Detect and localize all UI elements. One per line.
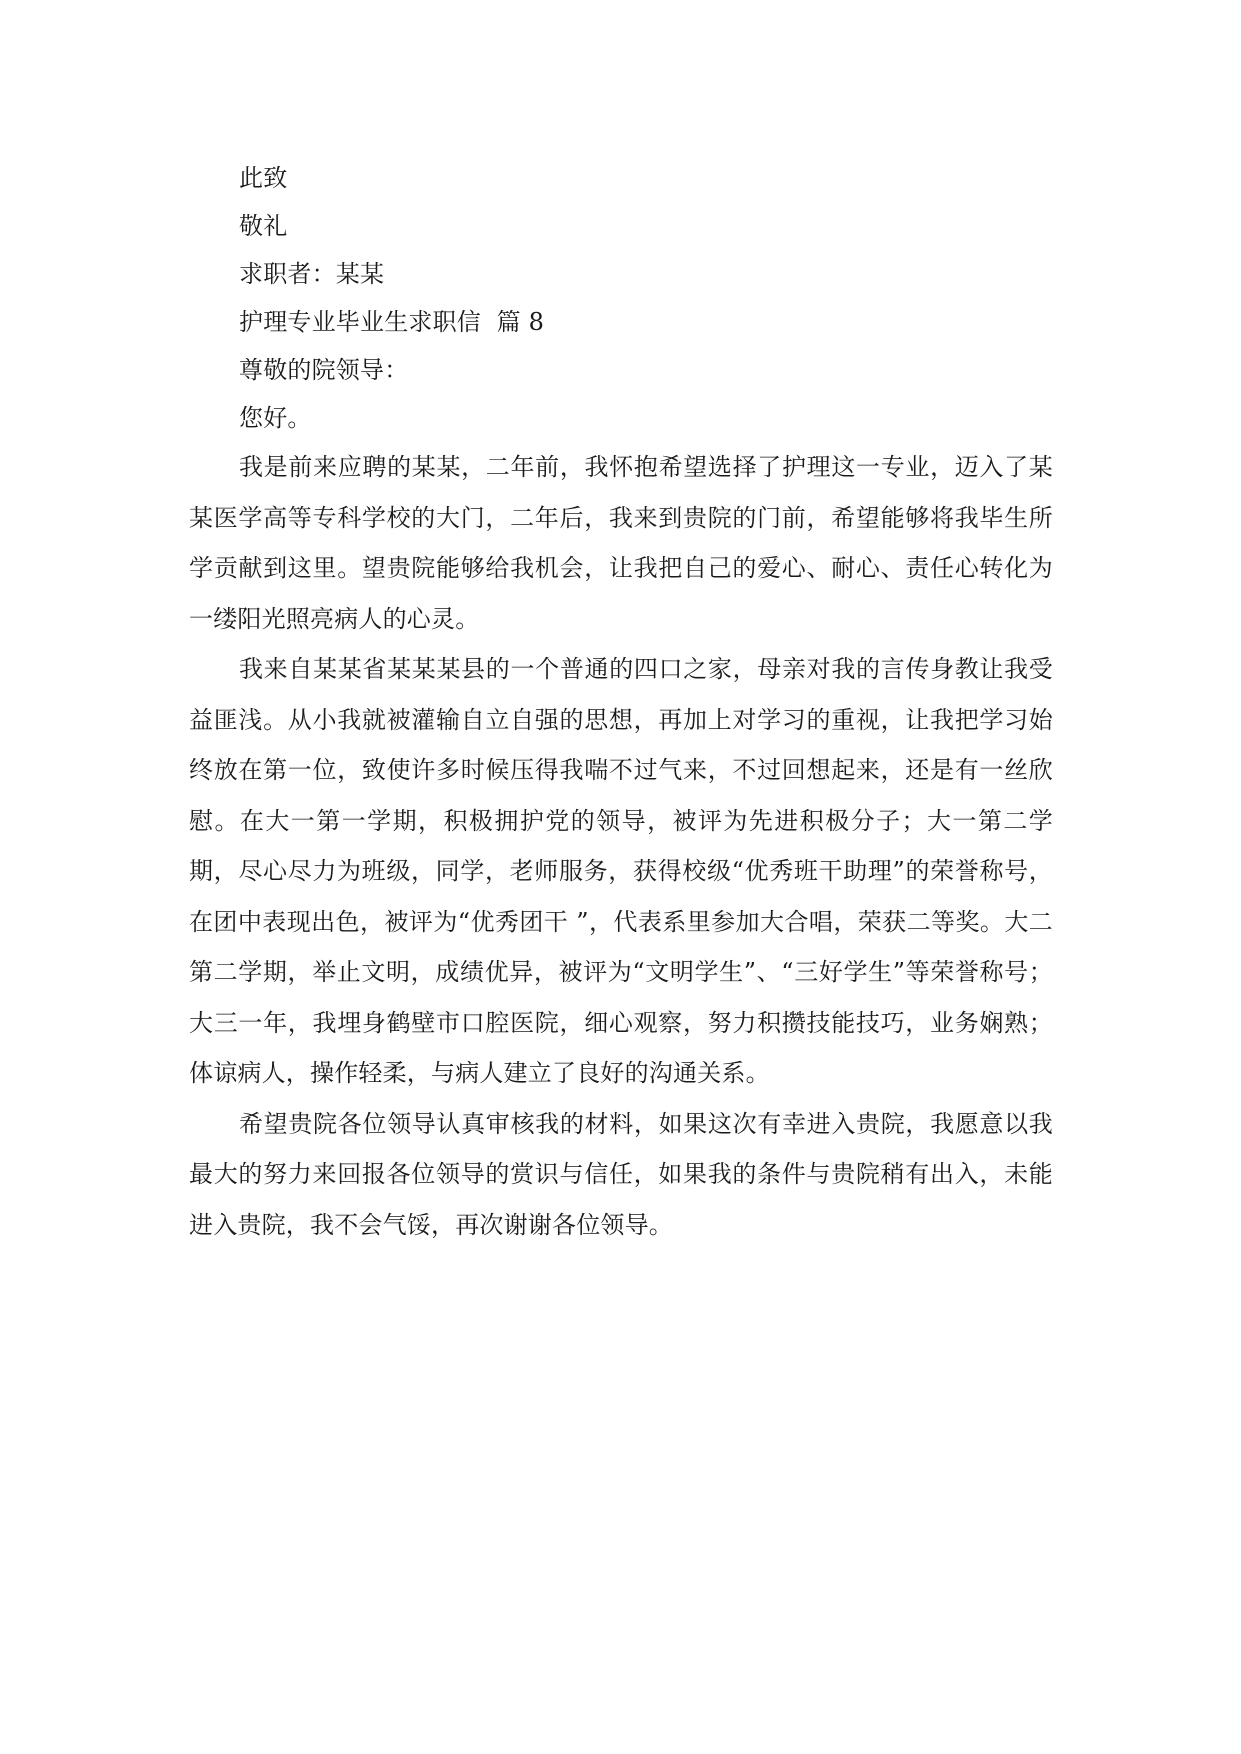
document-body <box>189 154 1053 1250</box>
closing-line-1: 此致 <box>239 164 288 192</box>
paragraph-intro: 我是前来应聘的某某，二年前，我怀抱希望选择了护理这一专业，迈入了某某医学高等专科学校的大门，二年后，我来到贵院的门前，希望能够将我毕生所学贡献到这里。望贵院能够给我机会，让我把自己的爱心、耐心、责任心转化为一缕阳光照亮病人的心灵。 <box>189 453 1053 633</box>
signature-line: 求职者：某某 <box>239 260 385 288</box>
paragraph-closing: 希望贵院各位领导认真审核我的材料，如果这次有幸进入贵院，我愿意以我最大的努力来回报各位领导的赏识与信任，如果我的条件与贵院稍有出入，未能进入贵院，我不会气馁，再次谢谢各位领导。 <box>189 1109 1053 1239</box>
salutation: 尊敬的院领导： <box>239 356 409 384</box>
paragraph-background: 我来自某某省某某某县的一个普通的四口之家，母亲对我的言传身教让我受益匪浅。从小我就被灌输自立自强的思想，再加上对学习的重视，让我把学习始终放在第一位，致使许多时候压得我喘不过气来，不过回想起来，还是有一丝欣慰。在大一第一学期，积极拥护党的领导，被评为先进积极分子；大一第二学期，尽心尽力为班级，同学，老师服务，获得校级“优秀班干助理”的荣誉称号，在团中表现出色，被评为“优秀团干 ”，代表系里参加大合唱，荣获二等奖。大二第二学期，举止文明，成绩优异，被评为“文明学生”、“三好学生”等荣誉称号；大三一年，我埋身鹤壁市口腔医院，细心观察，努力积攒技能技巧，业务娴熟；体谅病人，操作轻柔，与病人建立了良好的沟通关系。 <box>189 655 1053 1087</box>
section-title: 护理专业毕业生求职信 篇 8 <box>239 308 545 336</box>
greeting: 您好。 <box>239 404 312 432</box>
closing-line-2: 敬礼 <box>239 212 288 240</box>
